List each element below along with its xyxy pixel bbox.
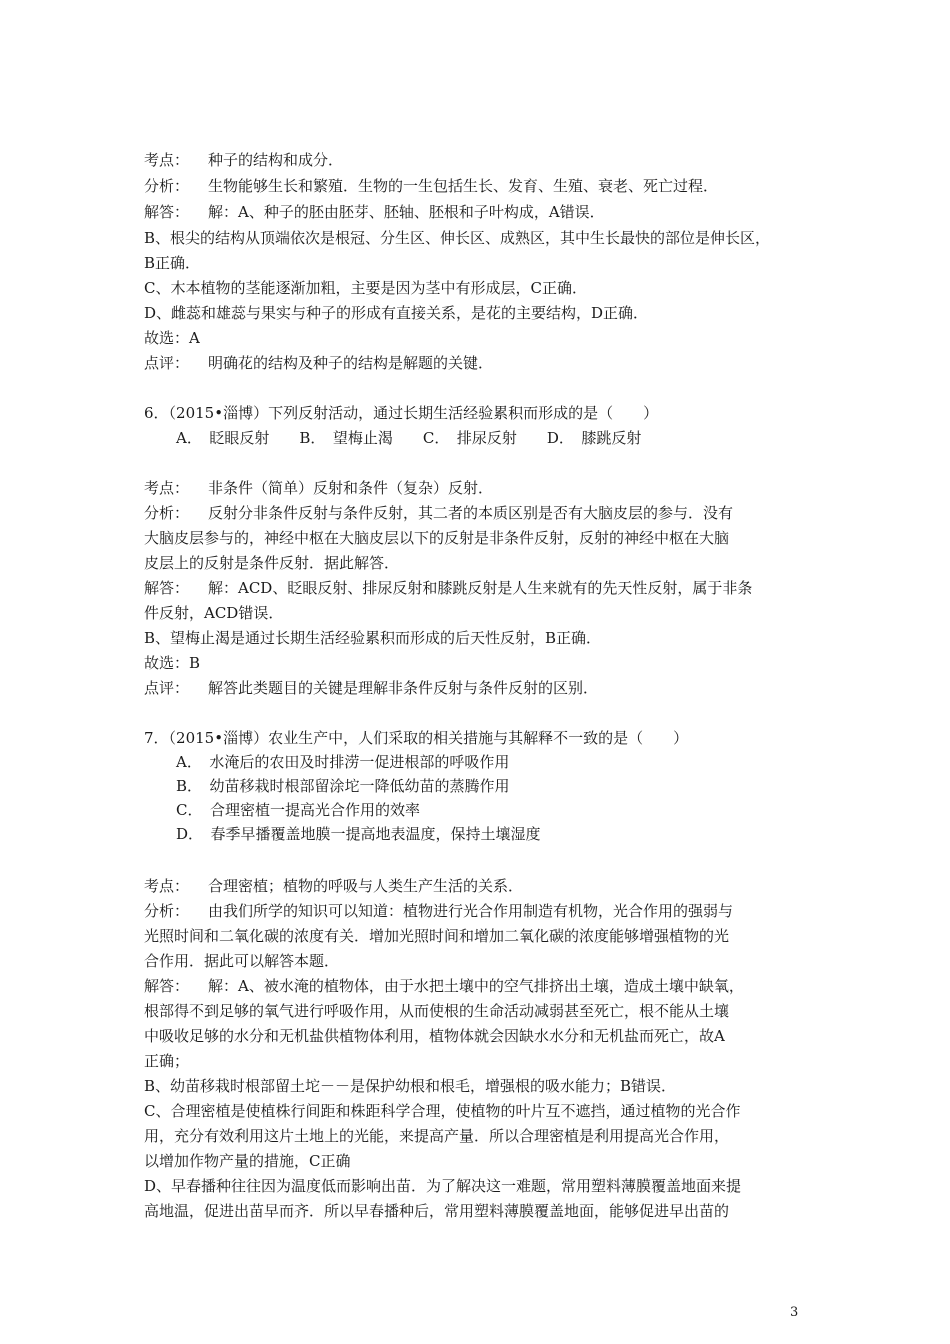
fenxi-label: 分析： <box>144 902 190 920</box>
text-line: 皮层上的反射是条件反射．据此解答． <box>144 554 400 572</box>
text-line: C、木本植物的茎能逐渐加粗，主要是因为茎中有形成层，C正确． <box>144 279 587 297</box>
jieda-label: 解答： <box>144 203 190 221</box>
fenxi-row <box>144 503 824 523</box>
question-7-stem: 7．（2015•淄博）农业生产中，人们采取的相关措施与其解释不一致的是（ ） <box>144 729 689 747</box>
dianping-text: 明确花的结构及种子的结构是解题的关键． <box>208 354 494 372</box>
dianping-label: 点评： <box>144 679 190 697</box>
fenxi-label: 分析： <box>144 504 190 522</box>
jieda-label: 解答： <box>144 977 190 995</box>
text-line: 合作用．据此可以解答本题． <box>144 952 340 970</box>
text-line: 正确； <box>144 1052 190 1070</box>
kaodian-label: 考点： <box>144 479 190 497</box>
text-line: B、根尖的结构从顶端依次是根冠、分生区、伸长区、成熟区，其中生长最快的部位是伸长区， <box>144 229 771 247</box>
kaodian-text: 非条件（简单）反射和条件（复杂）反射． <box>208 479 494 497</box>
answer-line: 故选：A <box>144 329 200 347</box>
fenxi-text: 反射分非条件反射与条件反射，其二者的本质区别是否有大脑皮层的参与．没有 <box>208 504 734 522</box>
kaodian-label: 考点： <box>144 877 190 895</box>
jieda-text: 解：A、种子的胚由胚芽、胚轴、胚根和子叶构成，A错误． <box>208 203 605 221</box>
jieda-row <box>144 976 824 996</box>
page-number: 3 <box>790 1305 799 1320</box>
text-line: 用，充分有效利用这片土地上的光能，来提高产量．所以合理密植是利用提高光合作用， <box>144 1127 730 1145</box>
text-line: 大脑皮层参与的，神经中枢在大脑皮层以下的反射是非条件反射，反射的神经中枢在大脑 <box>144 529 730 547</box>
text-line: D、雌蕊和雄蕊与果实与种子的形成有直接关系，是花的主要结构，D正确． <box>144 304 649 322</box>
kaodian-row <box>144 150 824 170</box>
dianping-row <box>144 678 824 698</box>
fenxi-row <box>144 901 824 921</box>
dianping-label: 点评： <box>144 354 190 372</box>
fenxi-label: 分析： <box>144 177 190 195</box>
text-line: 光照时间和二氧化碳的浓度有关．增加光照时间和增加二氧化碳的浓度能够增强植物的光 <box>144 927 730 945</box>
question-6-options: A． 眨眼反射 B． 望梅止渴 C． 排尿反射 D． 膝跳反射 <box>176 429 642 447</box>
dianping-row <box>144 353 824 373</box>
dianping-text: 解答此类题目的关键是理解非条件反射与条件反射的区别． <box>208 679 599 697</box>
kaodian-row <box>144 478 824 498</box>
answer-line: 故选：B <box>144 654 201 672</box>
jieda-text: 解：ACD、眨眼反射、排尿反射和膝跳反射是人生来就有的先天性反射，属于非条 <box>208 579 753 597</box>
kaodian-text: 种子的结构和成分． <box>208 151 344 169</box>
question-7-option-d: D． 春季早播覆盖地膜一提高地表温度，保持土壤湿度 <box>176 825 541 843</box>
text-line: 根部得不到足够的氧气进行呼吸作用，从而使根的生命活动减弱甚至死亡，根不能从土壤 <box>144 1002 730 1020</box>
question-7-option-a: A． 水淹后的农田及时排涝一促进根部的呼吸作用 <box>176 753 510 771</box>
jieda-text: 解：A、被水淹的植物体，由于水把土壤中的空气排挤出土壤，造成土壤中缺氧， <box>208 977 744 995</box>
text-line: C、合理密植是使植株行间距和株距科学合理，使植物的叶片互不遮挡，通过植物的光合作 <box>144 1102 741 1120</box>
text-line: D、早春播种往往因为温度低而影响出苗．为了解决这一难题，常用塑料薄膜覆盖地面来提 <box>144 1177 742 1195</box>
jieda-label: 解答： <box>144 579 190 597</box>
kaodian-row <box>144 876 824 896</box>
text-line: 以增加作物产量的措施，C正确 <box>144 1152 351 1170</box>
question-7-option-c: C． 合理密植一提高光合作用的效率 <box>176 801 420 819</box>
fenxi-text: 生物能够生长和繁殖．生物的一生包括生长、发育、生殖、衰老、死亡过程． <box>208 177 719 195</box>
jieda-row <box>144 578 824 598</box>
text-line: B正确． <box>144 254 201 272</box>
text-line: B、幼苗移栽时根部留土坨－－是保护幼根和根毛，增强根的吸水能力；B错误． <box>144 1077 677 1095</box>
text-line: 高地温，促进出苗早而齐．所以早春播种后，常用塑料薄膜覆盖地面，能够促进早出苗的 <box>144 1202 730 1220</box>
question-7-option-b: B． 幼苗移栽时根部留涂坨一降低幼苗的蒸腾作用 <box>176 777 510 795</box>
kaodian-label: 考点： <box>144 151 190 169</box>
fenxi-row <box>144 176 824 196</box>
text-line: 中吸收足够的水分和无机盐供植物体利用，植物体就会因缺水水分和无机盐而死亡，故A <box>144 1027 725 1045</box>
question-6-stem: 6．（2015•淄博）下列反射活动，通过长期生活经验累积而形成的是（ ） <box>144 404 659 422</box>
text-line: 件反射，ACD错误． <box>144 604 284 622</box>
jieda-row <box>144 202 824 222</box>
kaodian-text: 合理密植；植物的呼吸与人类生产生活的关系． <box>208 877 524 895</box>
text-line: B、望梅止渴是通过长期生活经验累积而形成的后天性反射，B正确． <box>144 629 602 647</box>
fenxi-text: 由我们所学的知识可以知道：植物进行光合作用制造有机物，光合作用的强弱与 <box>208 902 734 920</box>
